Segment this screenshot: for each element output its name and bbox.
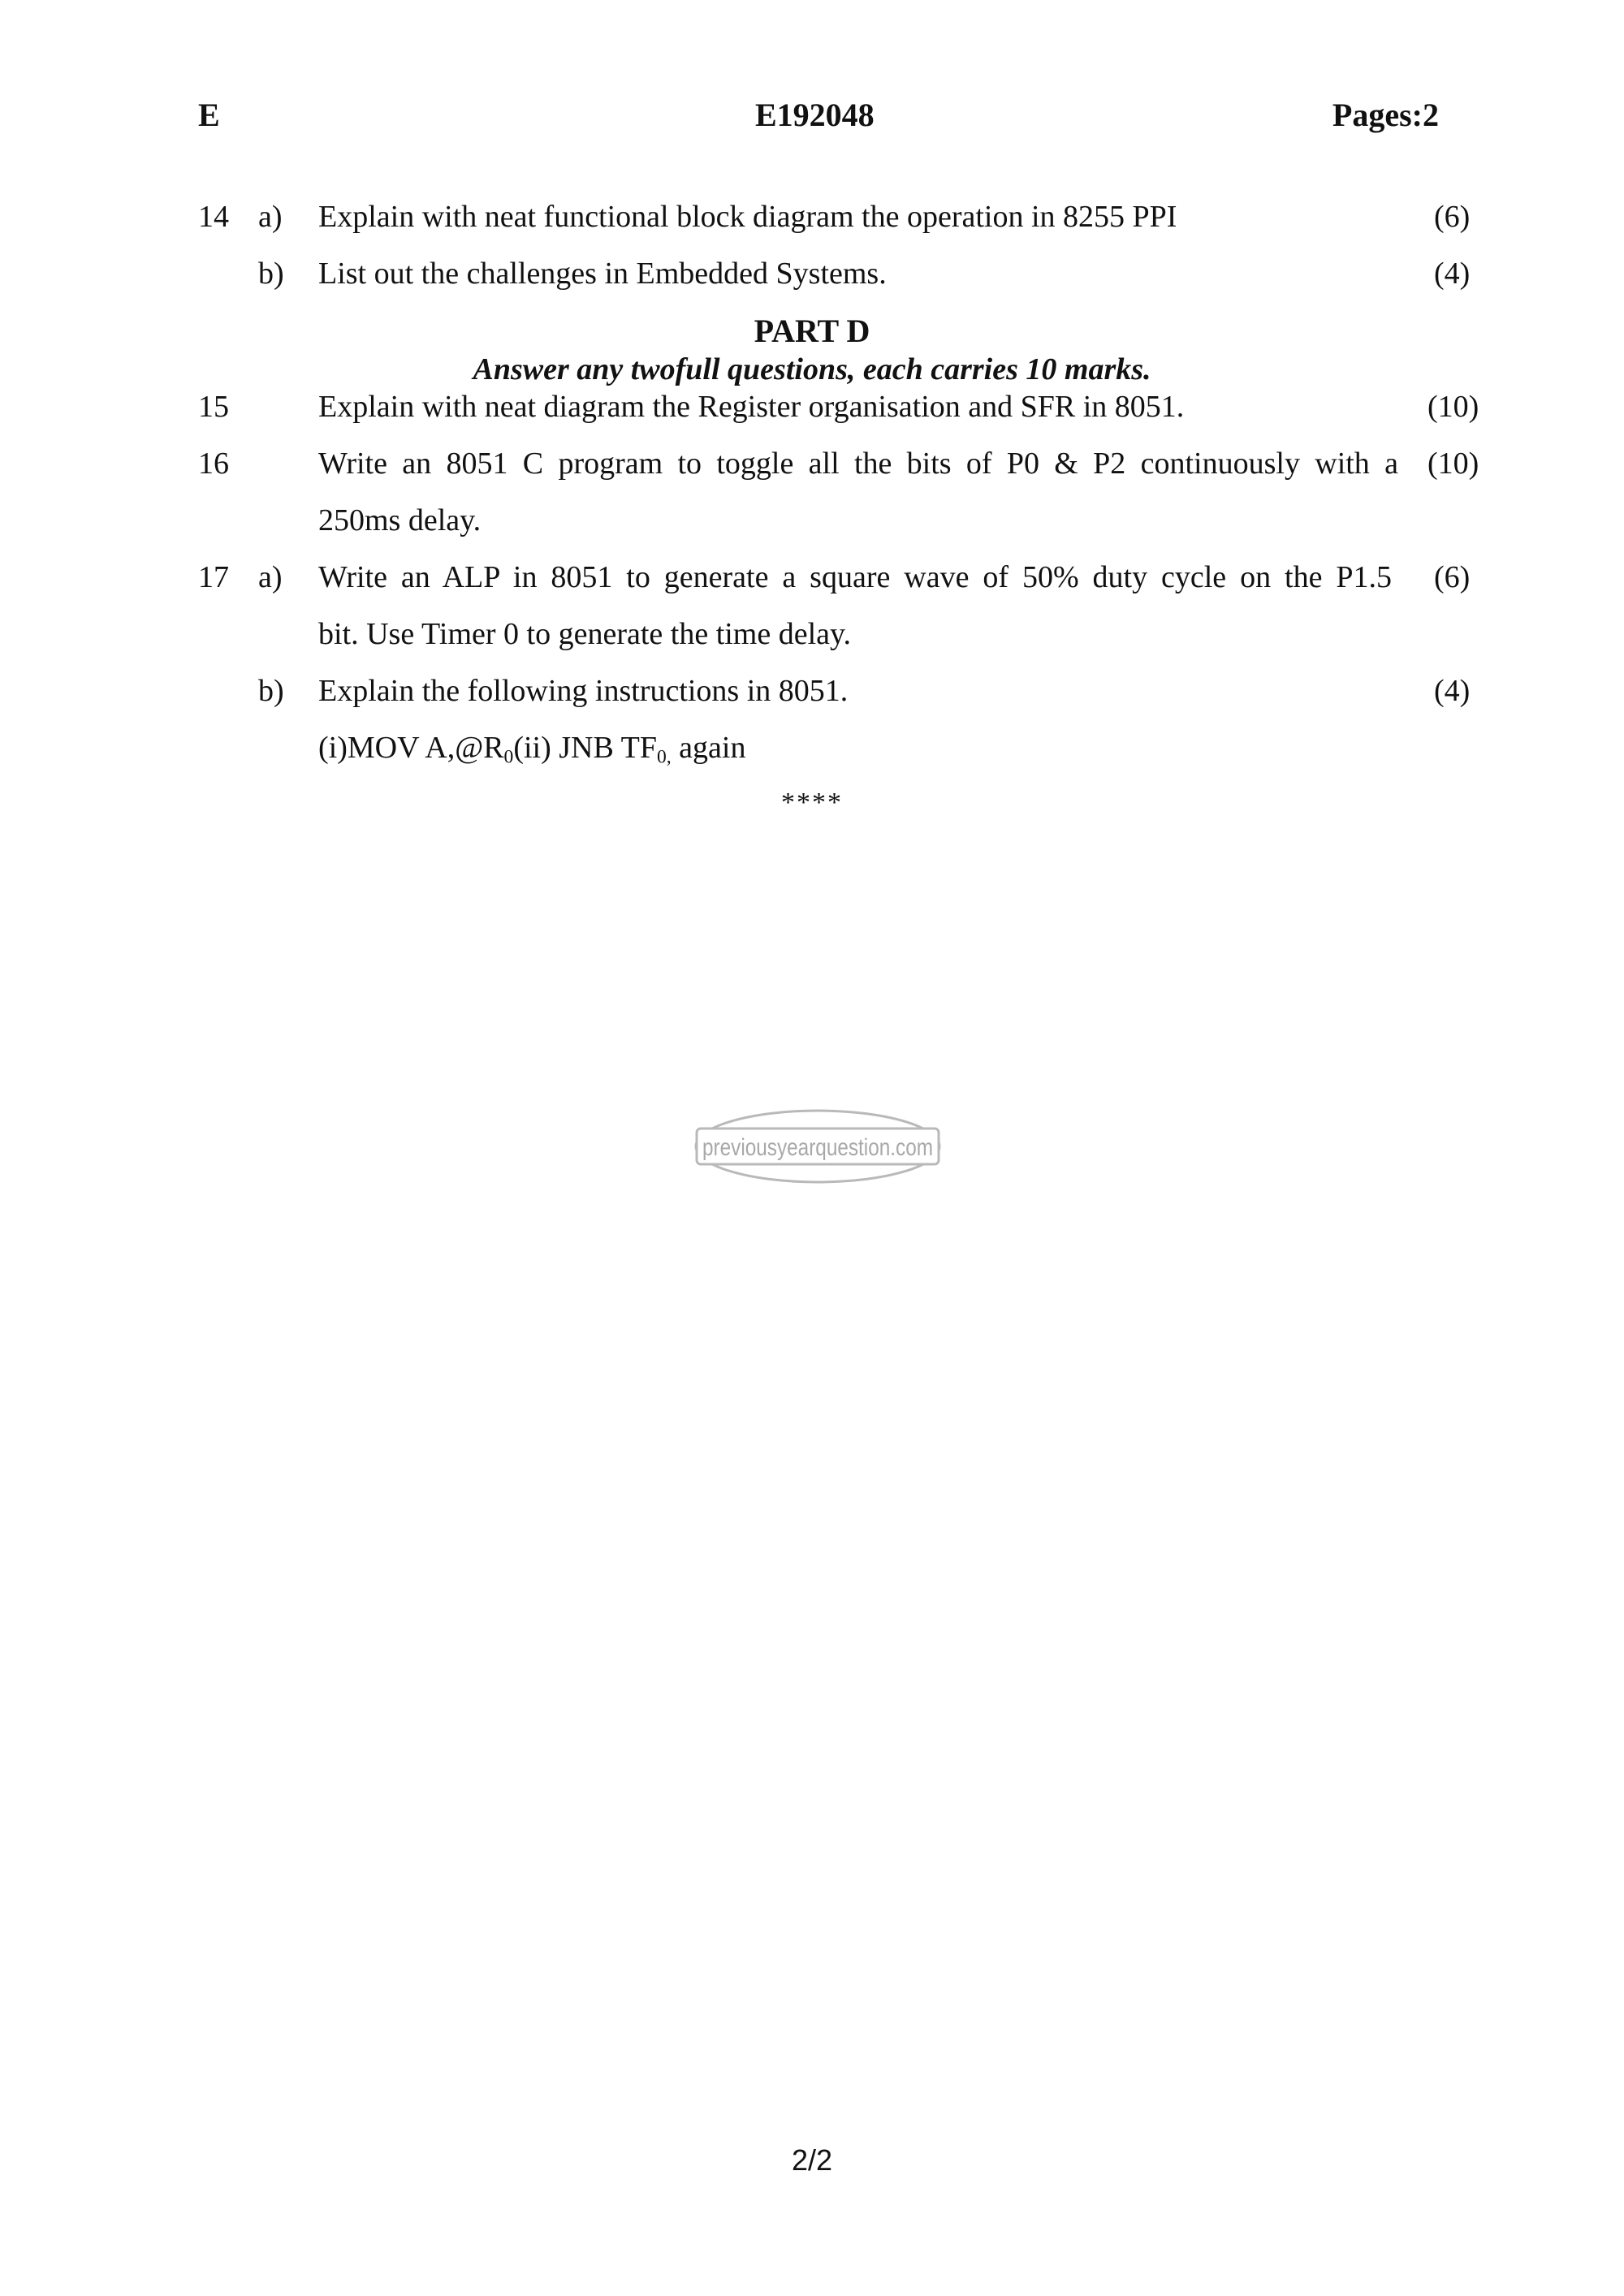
instruction-text: again bbox=[671, 731, 746, 765]
question-part: a) bbox=[258, 200, 283, 234]
instruction-text: (ii) JNB TF bbox=[513, 731, 657, 765]
question-marks: (6) bbox=[1434, 560, 1471, 594]
end-mark: **** bbox=[781, 788, 843, 818]
question-number: 16 bbox=[198, 447, 229, 481]
subscript: 0, bbox=[657, 746, 672, 768]
question-text-line: Write an 8051 C program to toggle all the bits of P0 & P2 continuously with a bbox=[318, 447, 1398, 481]
watermark-logo bbox=[692, 1107, 944, 1185]
paper-id: E192048 bbox=[755, 97, 875, 133]
question-marks: (10) bbox=[1427, 447, 1479, 481]
question-text: Explain the following instructions in 8051. bbox=[318, 674, 849, 708]
question-marks: (4) bbox=[1434, 257, 1471, 291]
page-number: 2/2 bbox=[791, 2143, 833, 2177]
question-number: 17 bbox=[198, 560, 229, 594]
question-number: 15 bbox=[198, 390, 229, 424]
question-part: a) bbox=[258, 560, 283, 594]
page-count: Pages:2 bbox=[1332, 97, 1439, 133]
question-marks: (4) bbox=[1434, 674, 1471, 708]
question-part: b) bbox=[258, 257, 284, 291]
question-marks: (10) bbox=[1427, 390, 1479, 424]
watermark-text: previousyearquestion.com bbox=[702, 1134, 933, 1161]
question-marks: (6) bbox=[1434, 200, 1471, 234]
instruction-text: (i)MOV A,@R bbox=[318, 731, 504, 765]
paper-code: E bbox=[198, 97, 220, 133]
question-text-line: Write an ALP in 8051 to generate a square wave of 50% duty cycle on the P1.5 bbox=[318, 560, 1392, 594]
question-text: Explain with neat diagram the Register organisation and SFR in 8051. bbox=[318, 390, 1185, 424]
instruction-list bbox=[318, 731, 746, 768]
question-number: 14 bbox=[198, 200, 229, 234]
question-part: b) bbox=[258, 674, 284, 708]
question-text: List out the challenges in Embedded Systems. bbox=[318, 257, 887, 291]
section-title: PART D bbox=[754, 313, 870, 349]
question-text: Explain with neat functional block diagram the operation in 8255 PPI bbox=[318, 200, 1177, 234]
question-text-line: bit. Use Timer 0 to generate the time delay. bbox=[318, 617, 852, 651]
question-text-line: 250ms delay. bbox=[318, 503, 482, 537]
section-instruction: Answer any twofull questions, each carries 10 marks. bbox=[473, 352, 1151, 386]
subscript: 0 bbox=[503, 746, 514, 768]
